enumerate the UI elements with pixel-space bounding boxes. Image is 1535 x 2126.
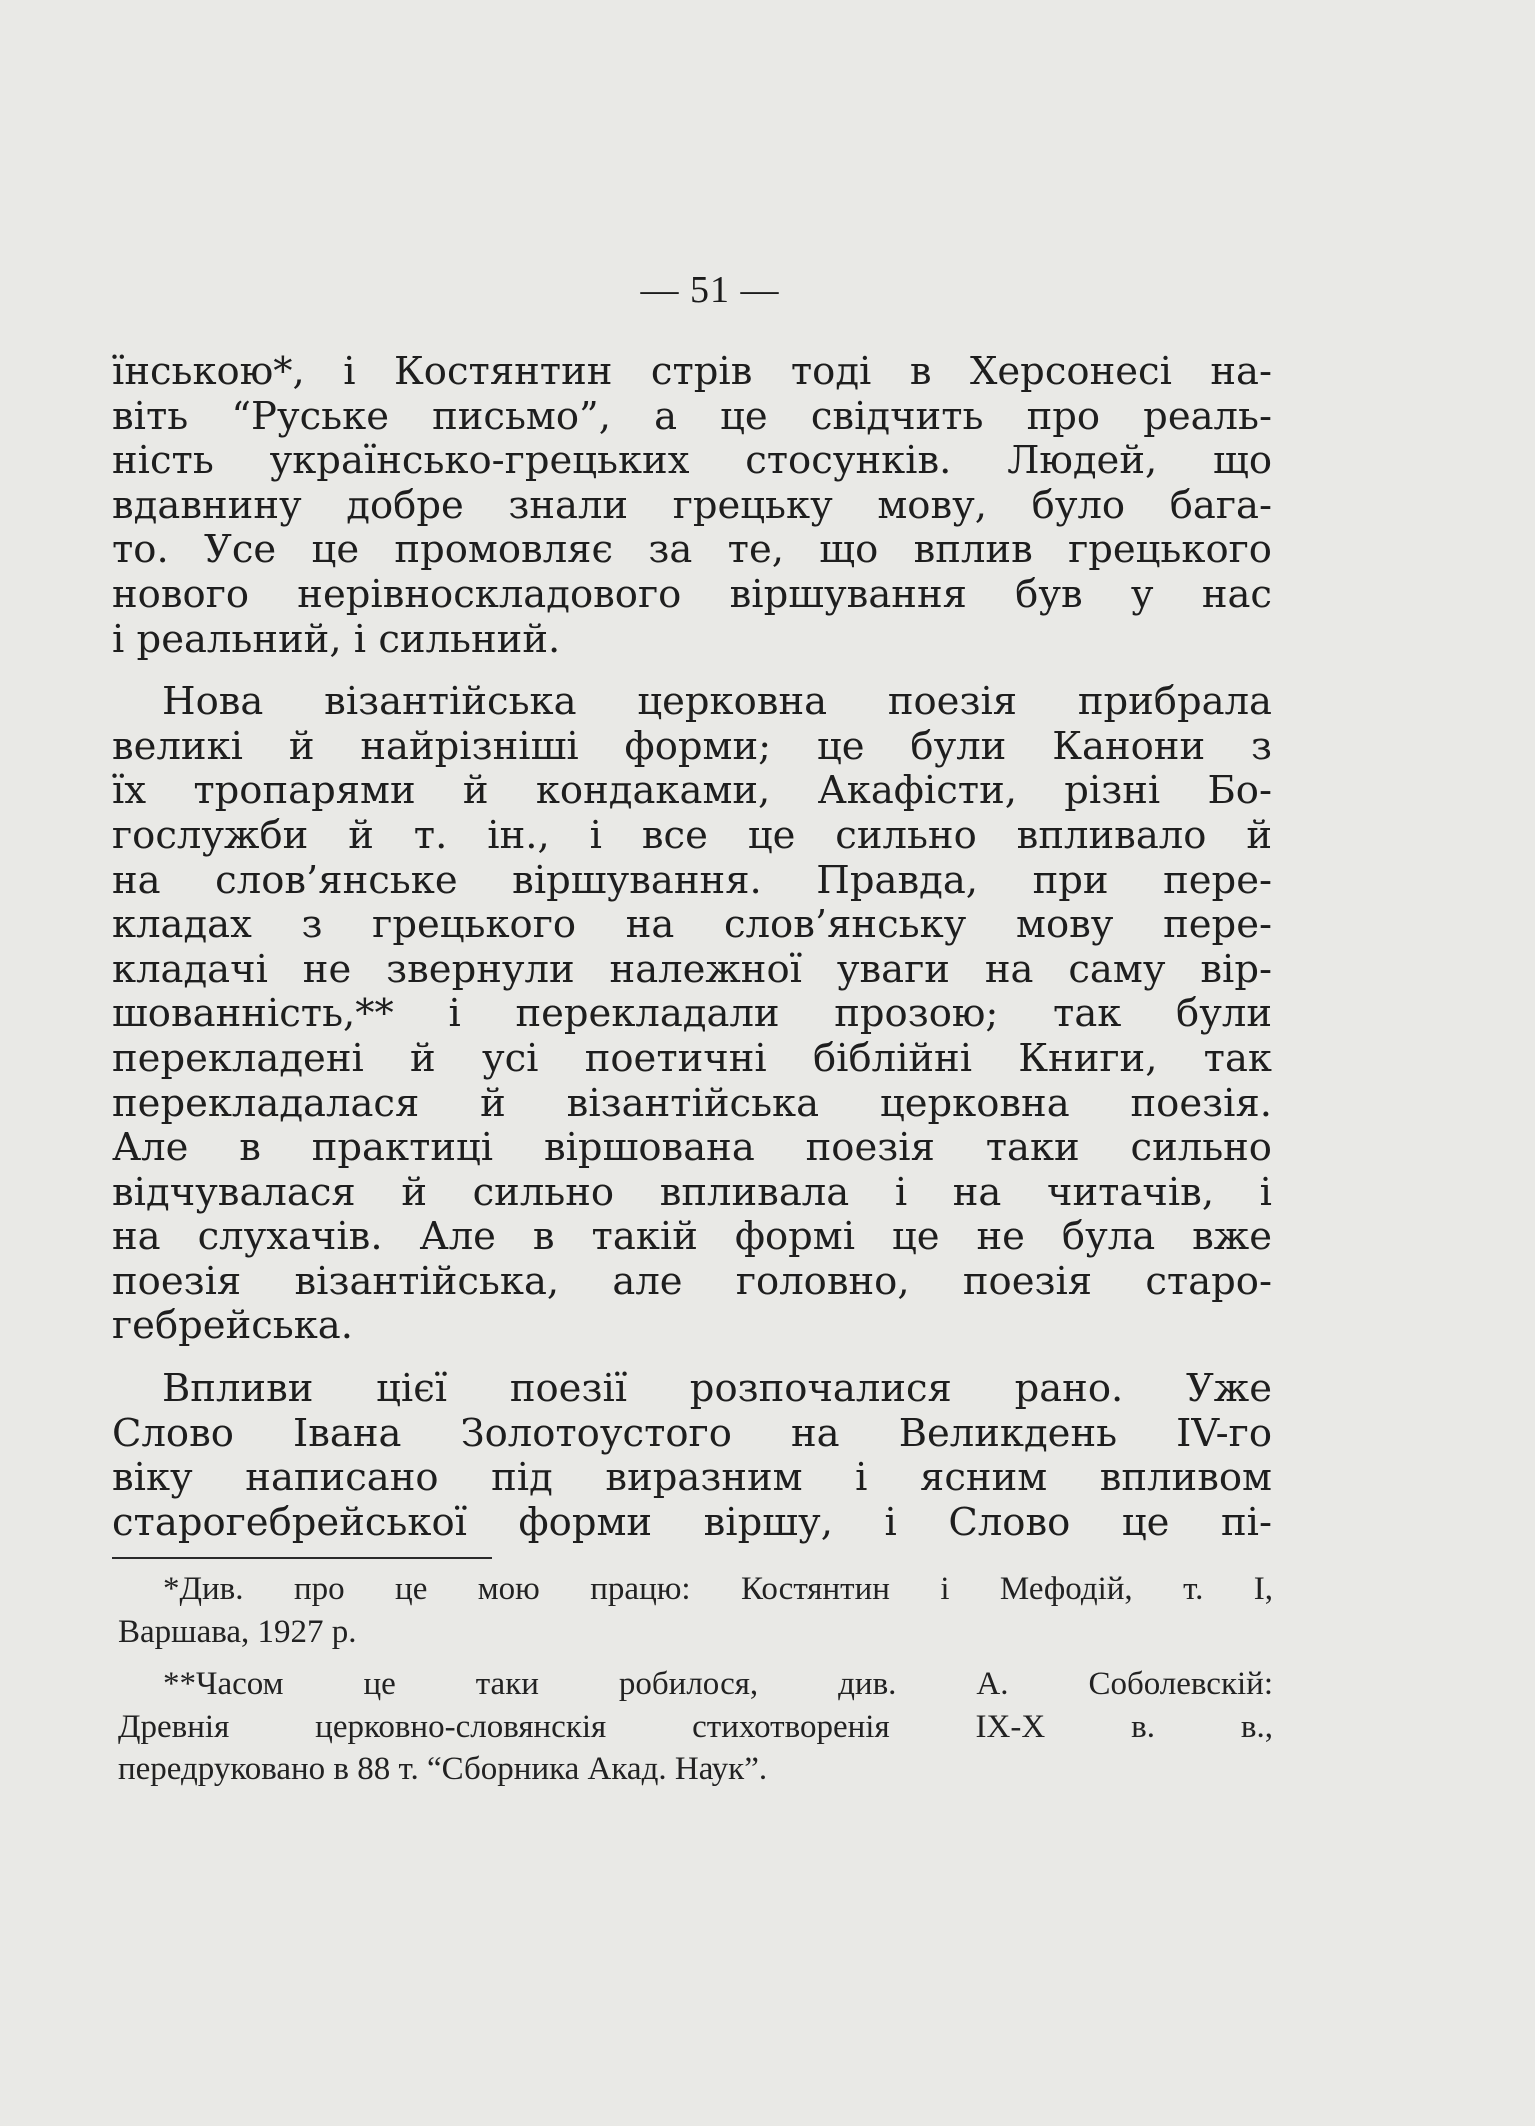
text-line: Слово Івана Золотоустого на Великдень IV-го (112, 1410, 1272, 1456)
text-line: Впливи цієї поезії розпочалися рано. Уже (162, 1366, 1272, 1412)
text-line: віть “Руське письмо”, а це свідчить про реаль- (112, 393, 1272, 439)
footnote-line: Древнія церковно-словянскія стихотворенія IX-X в. в., (118, 1708, 1273, 1745)
text-line: ність українсько-грецьких стосунків. Людей, що (112, 438, 1272, 484)
footnote-line: *Див. про це мою працю: Костянтин і Мефодій, т. І, (163, 1571, 1273, 1607)
text-line: кладах з грецького на слов’янську мову пере- (112, 902, 1272, 948)
text-line: на слухачів. Але в такій формі це не була вже (112, 1214, 1272, 1260)
text-line: Нова візантійська церковна поезія прибрала (162, 679, 1272, 725)
footnote (118, 1568, 1273, 1653)
footnote-line: передруковано в 88 т. “Сборника Акад. Наук”. (118, 1751, 768, 1787)
text-line: їнською*, і Костянтин стрів тоді в Херсонесі на- (112, 349, 1272, 394)
text-line: і реальний, і сильний. (112, 616, 561, 662)
body-text (112, 350, 1272, 1563)
text-line: гослужби й т. ін., і все це сильно впливало й (112, 812, 1272, 858)
page-number: — 51 — (640, 269, 780, 311)
footnote-divider (112, 1557, 492, 1559)
text-line: віку написано під виразним і ясним впливом (112, 1455, 1272, 1501)
footnote (118, 1663, 1273, 1791)
text-line: їх тропарями й кондаками, Акафісти, різні Бо- (112, 768, 1272, 814)
paragraph (112, 680, 1272, 1349)
footnote-line: Варшава, 1927 р. (118, 1613, 357, 1650)
text-line: Але в практиці віршована поезія таки сильно (112, 1125, 1272, 1171)
text-line: перекладалася й візантійська церковна поезія. (112, 1080, 1272, 1126)
text-line: поезія візантійська, але головно, поезія старо- (112, 1258, 1272, 1304)
text-line: шованність,** і перекладали прозою; так були (112, 991, 1272, 1037)
footnotes (118, 1568, 1273, 1801)
text-line: то. Усе це промовляє за те, що вплив грецького (112, 527, 1272, 573)
paragraph (112, 350, 1272, 662)
text-line: кладачі не звернули належної уваги на саму вір- (112, 946, 1272, 992)
text-line: великі й найрізніші форми; це були Канони з (112, 723, 1272, 769)
text-line: перекладені й усі поетичні біблійні Книги, так (112, 1035, 1272, 1081)
text-line: нового нерівноскладового віршування був у нас (112, 571, 1272, 617)
paragraph (112, 1367, 1272, 1545)
footnote-line: **Часом це таки робилося, див. А. Соболевскій: (163, 1666, 1273, 1702)
text-line: на слов’янське віршування. Правда, при пере- (112, 857, 1272, 903)
text-line: гебрейська. (112, 1303, 354, 1349)
text-line: вдавнину добре знали грецьку мову, було бага- (112, 482, 1272, 528)
text-line: старогебрейської форми віршу, і Слово це пі- (112, 1499, 1272, 1545)
text-line: відчувалася й сильно впливала і на читачів, і (112, 1169, 1272, 1215)
